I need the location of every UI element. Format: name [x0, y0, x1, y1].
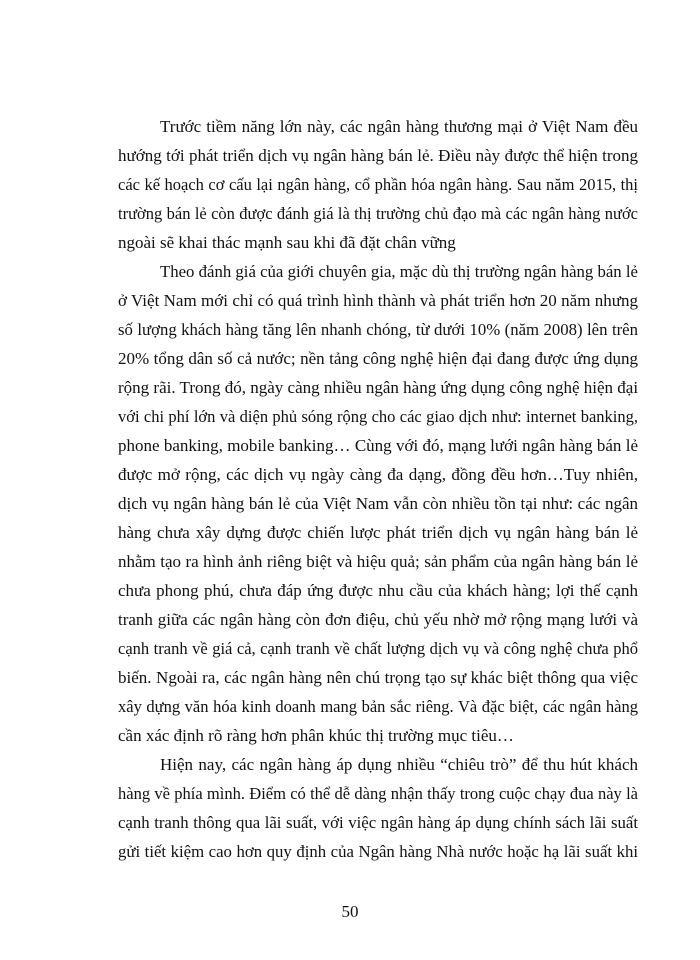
text-line: số lượng khách hàng tăng lên nhanh chóng, từ dưới 10% (năm 2008) lên trên: [118, 320, 638, 339]
text-line: tranh giữa các ngân hàng còn đơn điệu, chủ yếu nhờ mở rộng mạng lưới và: [118, 610, 638, 629]
text-line: chưa phong phú, chưa đáp ứng được nhu cầu của khách hàng; lợi thế cạnh: [118, 581, 638, 600]
text-line: hàng chưa xây dựng được chiến lược phát triển dịch vụ ngân hàng bán lẻ: [118, 523, 638, 542]
text-line: cạnh tranh thông qua lãi suất, với việc ngân hàng áp dụng chính sách lãi suất: [118, 813, 638, 832]
text-line: ở Việt Nam mới chỉ có quá trình hình thành và phát triển hơn 20 năm nhưng: [118, 291, 638, 310]
text-line: rộng rãi. Trong đó, ngày càng nhiều ngân hàng ứng dụng công nghệ hiện đại: [118, 378, 639, 397]
text-line: 20% tổng dân số cả nước; nền tảng công nghệ hiện đại đang được ứng dụng: [118, 349, 638, 368]
text-line: Trước tiềm năng lớn này, các ngân hàng thương mại ở Việt Nam đều: [160, 117, 638, 136]
text-line: trường bán lẻ còn được đánh giá là thị trường chủ đạo mà các ngân hàng nước: [118, 204, 638, 223]
text-line: với chi phí lớn và diện phủ sóng rộng cho các giao dịch như: internet banking,: [118, 407, 638, 426]
text-line: dịch vụ ngân hàng bán lẻ của Việt Nam vẫn còn nhiều tồn tại như: các ngân: [118, 494, 638, 513]
text-line: hàng về phía mình. Điểm có thể dễ dàng nhận thấy trong cuộc chạy đua này là: [118, 784, 638, 803]
text-line: biến. Ngoài ra, các ngân hàng nên chú trọng tạo sự khác biệt thông qua việc: [118, 668, 638, 687]
text-line: xây dựng văn hóa kinh doanh mang bản sắc riêng. Và đặc biệt, các ngân hàng: [118, 697, 638, 716]
text-line: gửi tiết kiệm cao hơn quy định của Ngân hàng Nhà nước hoặc hạ lãi suất khi: [118, 842, 638, 861]
text-line: ngoài sẽ khai thác mạnh sau khi đã đặt chân vững: [118, 233, 456, 252]
text-line: cần xác định rõ ràng hơn phân khúc thị trường mục tiêu…: [118, 726, 514, 745]
text-line: các kế hoạch cơ cấu lại ngân hàng, cổ phần hóa ngân hàng. Sau năm 2015, thị: [118, 175, 638, 194]
text-line: cạnh tranh về giá cả, cạnh tranh về chất lượng dịch vụ và công nghệ chưa phổ: [118, 639, 638, 658]
text-line: Hiện nay, các ngân hàng áp dụng nhiều “chiêu trò” để thu hút khách: [160, 755, 638, 774]
text-line: phone banking, mobile banking… Cùng với đó, mạng lưới ngân hàng bán lẻ: [118, 436, 638, 455]
text-line: được mở rộng, các dịch vụ ngày càng đa dạng, đồng đều hơn…Tuy nhiên,: [118, 465, 638, 484]
page-number: 50: [341, 902, 359, 921]
text-line: Theo đánh giá của giới chuyên gia, mặc dù thị trường ngân hàng bán lẻ: [160, 262, 638, 281]
text-line: nhằm tạo ra hình ảnh riêng biệt và hiệu quả; sản phẩm của ngân hàng bán lẻ: [118, 552, 638, 571]
text-line: hướng tới phát triển dịch vụ ngân hàng bán lẻ. Điều này được thể hiện trong: [118, 146, 638, 165]
